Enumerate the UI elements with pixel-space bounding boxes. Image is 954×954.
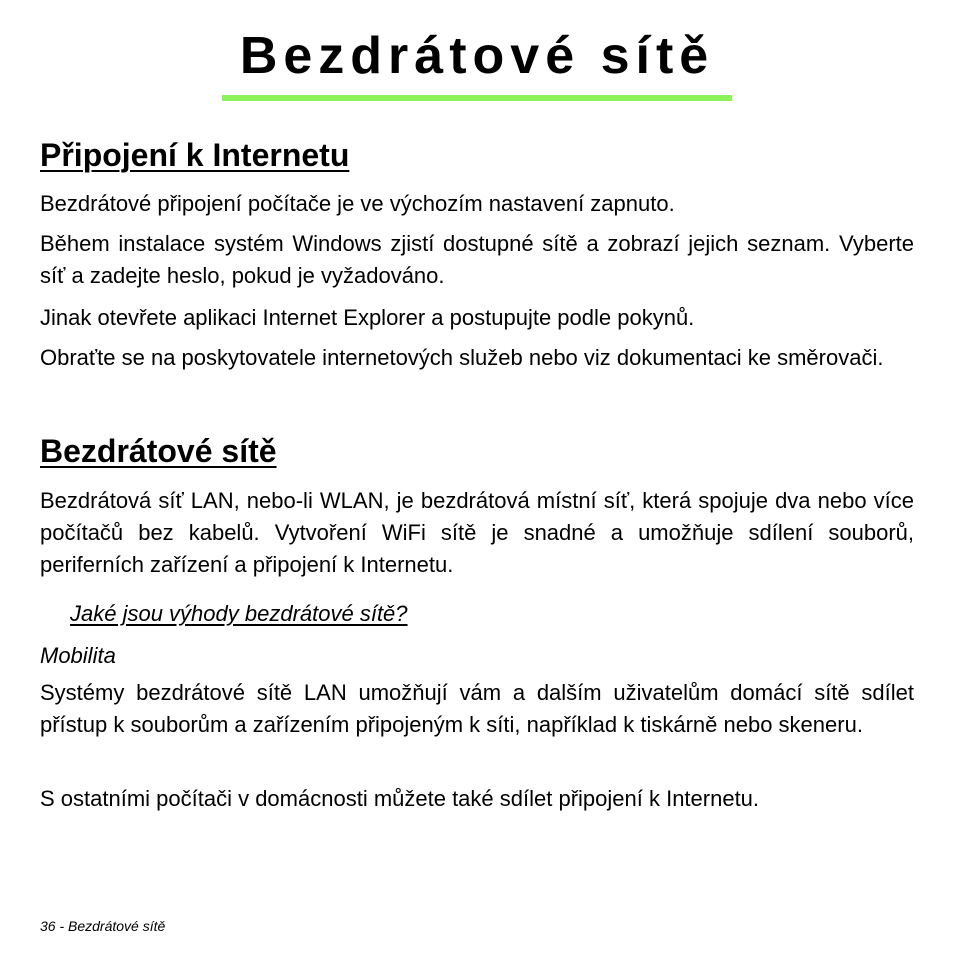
question-heading: Jaké jsou výhody bezdrátové sítě? <box>70 601 408 626</box>
page-title: Bezdrátové sítě <box>239 27 715 85</box>
paragraph: Bezdrátové připojení počítače je ve výchozím nastavení zapnuto. <box>40 191 675 216</box>
paragraph: Jinak otevřete aplikaci Internet Explorer a postupujte podle pokynů. <box>40 305 695 330</box>
subheading-mobility: Mobilita <box>40 643 116 668</box>
paragraph: Bezdrátová síť LAN, nebo-li WLAN, je bezdrátová místní síť, která spojuje dva nebo více počítačů bez kabelů. Vytvoření WiFi sítě je snadné a umožňuje sdílení souborů, periferních zařízení a připojení k Internetu. <box>40 488 914 577</box>
page-footer: 36 - Bezdrátové sítě <box>40 918 166 934</box>
paragraph: Během instalace systém Windows zjistí dostupné sítě a zobrazí jejich seznam. Vyberte síť a zadejte heslo, pokud je vyžadováno. <box>40 231 914 288</box>
paragraph: Systémy bezdrátové sítě LAN umožňují vám a dalším uživatelům domácí sítě sdílet přístup k souborům a zařízením připojeným k síti, například k tiskárně nebo skeneru. <box>40 680 914 737</box>
section-heading-wireless: Bezdrátové sítě <box>40 433 277 469</box>
section-heading-internet: Připojení k Internetu <box>40 137 350 173</box>
title-underline-bar <box>222 95 732 101</box>
paragraph: Obraťte se na poskytovatele internetových služeb nebo viz dokumentaci ke směrovači. <box>40 345 884 370</box>
paragraph: S ostatními počítači v domácnosti můžete také sdílet připojení k Internetu. <box>40 786 760 811</box>
